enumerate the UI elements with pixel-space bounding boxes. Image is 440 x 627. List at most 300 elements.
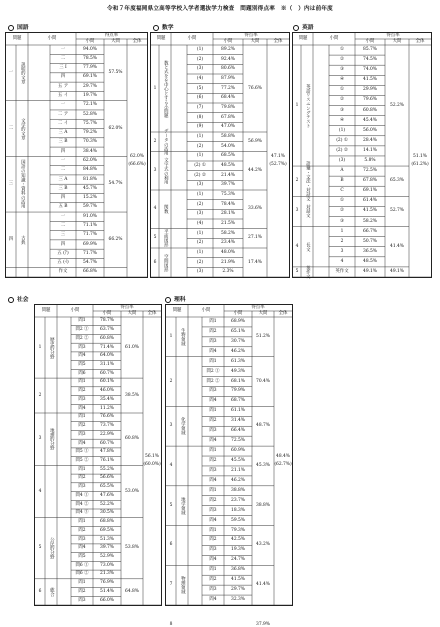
- table-row-label: (5): [196, 85, 204, 91]
- group-topic: 平面図形: [163, 229, 169, 248]
- table-row-label: 問6 ②: [75, 571, 89, 577]
- table-row-label: 問1: [209, 527, 217, 533]
- group-daimon-value: 45.3%: [256, 462, 270, 468]
- table-row-label: (1): [196, 249, 204, 255]
- table-row-label: 問2: [209, 418, 217, 424]
- group-daimon-value: 38.5%: [125, 392, 139, 398]
- table-row-value: 2.3%: [222, 268, 234, 274]
- zentai-value: 47.1%: [271, 153, 285, 159]
- table-row-value: 21.5%: [221, 220, 235, 226]
- table-row-value: 76.1%: [100, 457, 114, 463]
- table-row-value: 64.0%: [100, 353, 114, 359]
- table-row-value: 72.5%: [363, 167, 377, 173]
- table-row-value: 89.2%: [221, 46, 235, 52]
- table-row-value: 28.4%: [363, 137, 377, 143]
- group-topic: 地理的分野: [49, 428, 55, 451]
- table-row-label: 二 ア: [57, 111, 69, 117]
- table-row-label: (1): [196, 152, 204, 158]
- table-row-label: 四: [60, 74, 66, 80]
- table-row-label: 問3: [209, 338, 217, 344]
- table-row-value: 69.9%: [83, 241, 97, 247]
- table-row-value: 41.5%: [363, 77, 377, 83]
- group-daimon-value: 56.9%: [248, 138, 262, 144]
- table-row-value: 87.9%: [221, 75, 235, 81]
- table-row-label: (2) ①: [336, 137, 348, 143]
- table-row-value: 61.1%: [231, 408, 245, 414]
- group-number: 8: [169, 621, 173, 627]
- table-row-value: 69.1%: [363, 188, 377, 194]
- shakai-table: [34, 304, 162, 606]
- group-topic: 関数: [163, 204, 169, 214]
- table-row-label: 一: [60, 157, 66, 163]
- table-row-value: 60.1%: [100, 379, 114, 385]
- table-row-label: 問3: [78, 483, 86, 489]
- table-row-label: 問4: [78, 405, 86, 411]
- table-row-value: 51.3%: [100, 536, 114, 542]
- table-row-value: 41.5%: [231, 576, 245, 582]
- table-row-label: 問1: [209, 447, 217, 453]
- table-row-label: A: [340, 167, 344, 173]
- group-topic: 地学領域: [180, 496, 186, 515]
- table-row-value: 21.1%: [231, 467, 245, 473]
- table-row-label: ②: [340, 97, 344, 103]
- group-topic: 歴史的分野: [49, 336, 55, 359]
- table-row-label: (6): [196, 94, 204, 100]
- table-row-value: 51.4%: [100, 588, 114, 594]
- table-row-value: 47.6%: [100, 492, 114, 498]
- table-row-value: 60.8%: [100, 335, 114, 341]
- table-grid: [166, 305, 292, 605]
- table-row-value: 32.3%: [231, 596, 245, 602]
- table-row-value: 45.5%: [231, 457, 245, 463]
- table-row-label: 4: [340, 258, 344, 264]
- group-number: 1: [295, 102, 299, 108]
- table-row-value: 30.5%: [100, 510, 114, 516]
- table-grid: [151, 33, 289, 277]
- table-row-label: 五 ア: [57, 83, 69, 89]
- header-zentai-col: 全体: [132, 38, 142, 44]
- table-row-value: 42.5%: [231, 537, 245, 543]
- table-row-label: 問5 ①: [75, 449, 89, 455]
- table-row-label: 問3: [209, 507, 217, 513]
- header-shomon-col: 小問: [102, 310, 112, 316]
- table-row-label: 問1: [78, 414, 86, 420]
- group-number: 2: [169, 378, 173, 384]
- table-row-label: 問3: [78, 396, 86, 402]
- table-row-value: 29.7%: [83, 83, 97, 89]
- table-row-label: 三 Ⅰ: [59, 64, 67, 70]
- group-daimon-value: 48.7%: [256, 423, 270, 429]
- table-row-value: 48.5%: [221, 162, 235, 168]
- table-row-label: 問5: [78, 361, 86, 367]
- group-daimon-value: 44.2%: [248, 167, 262, 173]
- table-row-label: 2: [340, 238, 344, 244]
- table-row-value: 49.3%: [231, 368, 245, 374]
- group-number: 5: [295, 268, 299, 274]
- group-daimon-value: 38.8%: [256, 502, 270, 508]
- circle-icon: [293, 25, 299, 31]
- table-row-label: 問4: [209, 437, 217, 443]
- header-shomon: 小問: [70, 307, 80, 313]
- table-row-label: (1): [196, 133, 204, 139]
- group-daimon-value: 27.1%: [248, 235, 262, 241]
- group-topic: 文字式の利用: [163, 157, 169, 184]
- table-row-value: 47.0%: [221, 123, 235, 129]
- table-row-value: 79.9%: [231, 388, 245, 394]
- zentai-prev-value: (60.0%): [143, 461, 161, 467]
- table-row-value: 21.3%: [100, 571, 114, 577]
- table-row-value: 76.9%: [100, 579, 114, 585]
- kokugo-table: [5, 32, 148, 278]
- table-row-value: 79.2%: [83, 129, 97, 135]
- header-mondai: 問題: [41, 307, 51, 313]
- table-row-label: 四: [60, 148, 66, 154]
- table-row-value: 47.8%: [100, 449, 114, 455]
- group-daimon-value: 76.6%: [248, 85, 262, 91]
- table-row-value: 66.8%: [83, 269, 97, 275]
- table-row-label: 問3: [78, 597, 86, 603]
- group-daimon-value: 52.7%: [390, 208, 404, 214]
- group-topic: 空間図形: [163, 253, 169, 272]
- header-tokutenritsu: 得点率: [120, 304, 134, 310]
- table-row-label: 四: [60, 241, 66, 247]
- table-row-label: ③: [340, 67, 344, 72]
- table-row-value: 67.8%: [363, 177, 377, 183]
- table-row-value: 71.4%: [100, 344, 114, 350]
- circle-icon: [165, 297, 171, 303]
- table-grid: [6, 33, 147, 277]
- table-row-label: 問2 ①: [75, 326, 89, 332]
- header-zentai-col: 全体: [278, 310, 288, 316]
- table-row-label: ③: [340, 218, 344, 224]
- table-row-value: 23.4%: [221, 239, 235, 245]
- header-shomon: 小問: [47, 35, 57, 41]
- eigo-table: [292, 32, 432, 278]
- group-daimon-value: 53.0%: [125, 488, 139, 494]
- group-number: 2: [295, 177, 299, 183]
- table-row-value: 68.9%: [231, 318, 245, 324]
- table-row-label: 問2: [78, 422, 86, 428]
- table-row-value: 75.7%: [83, 120, 97, 126]
- table-row-value: 79.6%: [363, 97, 377, 103]
- group-number: 4: [169, 462, 173, 468]
- table-row-value: 46.0%: [100, 387, 114, 393]
- table-row-label: 問3: [78, 431, 86, 437]
- zentai-value: 51.1%: [413, 153, 427, 159]
- table-row-value: 75.3%: [221, 191, 235, 197]
- table-row-label: (3): [196, 210, 204, 216]
- group-topic: 国語の知識・資料の活用: [20, 159, 26, 209]
- group-number: 四: [8, 236, 14, 242]
- table-row-value: 66.4%: [231, 428, 245, 433]
- table-row-label: 二 イ: [57, 120, 69, 126]
- table-row-value: 73.0%: [100, 562, 114, 568]
- group-topic: 公民的分野: [49, 537, 55, 560]
- table-row-value: 71.7%: [83, 232, 97, 238]
- group-number: 5: [38, 545, 42, 551]
- table-row-value: 23.7%: [231, 497, 245, 503]
- table-row-label: 三: [60, 232, 66, 238]
- table-row-label: 二: [60, 167, 66, 173]
- table-row-value: 35.4%: [100, 396, 114, 402]
- table-row-value: 78.4%: [221, 201, 235, 207]
- table-row-label: 問4: [209, 517, 217, 523]
- group-daimon-value: 70.4%: [256, 378, 270, 384]
- table-row-value: 52.2%: [100, 501, 114, 507]
- table-row-label: 問2: [209, 537, 217, 543]
- group-topic: 英作文: [305, 265, 311, 279]
- table-row-label: 問4 ①: [75, 492, 89, 498]
- table-row-label: 問2 ②: [206, 378, 220, 384]
- table-row-value: 31.1%: [100, 361, 114, 367]
- table-row-value: 48.5%: [363, 258, 377, 264]
- header-shomon: 小問: [329, 35, 339, 41]
- table-row-label: 問1: [78, 518, 86, 524]
- table-row-label: (2): [196, 239, 204, 245]
- table-row-value: 73.7%: [100, 422, 114, 428]
- table-row-label: 問3: [209, 547, 217, 553]
- table-row-label: 三 A: [58, 129, 68, 135]
- group-number: 2: [153, 138, 157, 144]
- circle-icon: [8, 297, 14, 303]
- table-row-value: 39.7%: [221, 181, 235, 187]
- group-number: 4: [153, 206, 157, 212]
- group-daimon-value: 37.9%: [256, 621, 270, 627]
- table-row-label: 問2: [78, 527, 86, 533]
- table-row-label: ④: [340, 77, 344, 83]
- circle-icon: [153, 25, 159, 31]
- header-daimon-col: 大問: [111, 38, 120, 44]
- table-row-value: 60.7%: [100, 440, 114, 446]
- table-row-value: 45.4%: [363, 117, 377, 123]
- table-row-label: (3): [338, 157, 346, 163]
- group-daimon-value: 53.8%: [125, 545, 139, 551]
- table-row-value: 92.4%: [221, 56, 235, 62]
- table-row-value: 71.1%: [83, 222, 97, 228]
- table-row-value: 80.6%: [221, 65, 235, 71]
- table-row-label: (2) ②: [194, 172, 206, 178]
- table-row-value: 63.7%: [100, 326, 114, 332]
- table-row-label: (3): [196, 65, 204, 71]
- group-number: 1: [153, 85, 157, 91]
- table-row-label: (2): [196, 201, 204, 207]
- table-row-value: 5.8%: [364, 157, 376, 163]
- table-row-value: 29.9%: [363, 87, 377, 93]
- group-number: 1: [38, 344, 42, 350]
- table-row-value: 21.4%: [221, 172, 235, 178]
- table-row-value: 41.5%: [363, 208, 377, 214]
- table-row-value: 94.0%: [83, 46, 97, 52]
- table-row-label: (2): [196, 143, 204, 149]
- group-daimon-value: 51.2%: [256, 333, 270, 339]
- table-row-value: 84.8%: [83, 167, 97, 173]
- table-row-label: 三 A: [58, 176, 68, 182]
- group-topic: 古典: [20, 235, 26, 245]
- table-row-label: ④: [340, 117, 344, 123]
- table-row-value: 85.7%: [363, 46, 377, 52]
- header-daimon-col: 大問: [250, 38, 260, 44]
- table-row-label: 五 B: [58, 204, 68, 210]
- table-row-value: 77.2%: [221, 85, 235, 91]
- table-row-value: 72.5%: [231, 437, 245, 443]
- table-row-value: 52.8%: [83, 111, 97, 117]
- table-row-label: 問4 ③: [75, 510, 89, 516]
- zentai-value: 62.0%: [130, 153, 144, 159]
- zentai-value: 56.1%: [145, 453, 159, 459]
- rika-table: [165, 304, 293, 627]
- table-row-label: 問1: [209, 318, 217, 324]
- table-row-label: (9): [196, 123, 204, 129]
- table-row-label: ①: [340, 198, 344, 204]
- table-row-label: 問3: [209, 467, 217, 473]
- header-mondai: 問題: [172, 307, 182, 313]
- group-daimon-value: 41.4%: [390, 243, 404, 249]
- table-row-label: 一: [60, 213, 66, 219]
- table-row-value: 18.3%: [231, 507, 245, 513]
- group-daimon-value: 54.7%: [108, 180, 123, 186]
- header-mondai: 問題: [12, 35, 22, 41]
- table-row-value: 46.2%: [231, 348, 245, 354]
- group-number: 6: [169, 542, 173, 548]
- header-tokutenritsu: 得点率: [251, 304, 265, 310]
- header-daimon-col: 大問: [127, 310, 137, 316]
- table-row-label: 問4: [209, 348, 217, 354]
- table-row-label: 問3: [78, 536, 86, 542]
- table-row-value: 81.8%: [83, 176, 97, 182]
- table-row-label: 問1: [78, 579, 86, 585]
- table-row-value: 67.8%: [221, 114, 235, 120]
- table-row-label: 問4: [78, 545, 86, 551]
- table-row-label: 問5: [78, 553, 86, 559]
- table-row-label: 五 (ｱ): [57, 250, 69, 256]
- group-daimon-value: 65.3%: [390, 177, 404, 183]
- table-row-label: 二: [60, 222, 66, 228]
- table-row-label: 問5 ②: [75, 457, 89, 463]
- group-topic: 総合: [49, 587, 55, 597]
- table-row-label: 問3: [209, 388, 217, 394]
- table-row-value: 55.2%: [100, 466, 114, 472]
- table-row-value: 49.1%: [363, 268, 377, 274]
- table-row-value: 78.7%: [100, 318, 114, 324]
- table-row-label: 作文: [58, 269, 68, 275]
- table-row-value: 60.7%: [100, 370, 114, 376]
- table-row-value: 61.3%: [231, 358, 245, 364]
- table-row-value: 79.8%: [221, 104, 235, 110]
- table-row-label: 問2: [209, 576, 217, 582]
- table-row-value: 21.9%: [221, 259, 235, 265]
- table-row-value: 48.0%: [221, 249, 235, 255]
- table-row-label: 三 B: [58, 185, 68, 191]
- group-number: 一: [8, 69, 14, 75]
- table-row-value: 69.5%: [100, 527, 114, 533]
- header-tokutenritsu: 得点率: [104, 32, 119, 38]
- table-row-value: 50.7%: [363, 238, 377, 244]
- group-topic: 化学領域: [180, 417, 186, 436]
- header-shomon-col: 小問: [223, 38, 233, 44]
- group-daimon-value: 66.2%: [108, 236, 123, 242]
- table-row-value: 68.5%: [221, 152, 235, 158]
- table-row-value: 22.9%: [100, 431, 114, 437]
- table-row-label: 問1: [78, 466, 86, 472]
- section-heading-sugaku: 数学: [153, 22, 174, 31]
- header-zentai-col: 全体: [273, 38, 283, 44]
- group-number: 6: [153, 259, 157, 265]
- group-number: 3: [38, 435, 42, 441]
- group-number: 5: [153, 235, 157, 241]
- header-shomon-col: 小問: [365, 38, 375, 44]
- table-row-value: 65.1%: [231, 328, 245, 334]
- sugaku-table: [150, 32, 290, 278]
- group-topic: 英語リスニングテスト: [305, 83, 311, 128]
- group-number: 4: [38, 488, 42, 494]
- table-row-value: 59.7%: [83, 204, 97, 210]
- group-topic: 対話文: [305, 204, 311, 219]
- group-daimon-value: 52.2%: [390, 102, 404, 108]
- header-tokutenritsu: 得点率: [386, 32, 400, 38]
- table-row-value: 60.9%: [231, 447, 245, 453]
- table-row-value: 58.2%: [363, 218, 377, 224]
- zentai-prev-value: (66.6%): [128, 161, 146, 167]
- group-number: 2: [38, 392, 42, 398]
- section-heading-shakai: 社会: [8, 294, 29, 303]
- header-zentai-col: 全体: [415, 38, 425, 44]
- group-topic: データの活用: [163, 128, 169, 155]
- table-row-label: 問2: [209, 457, 217, 463]
- header-mondai: 問題: [156, 35, 166, 41]
- table-row-label: (8): [196, 114, 204, 120]
- table-row-value: 39.7%: [100, 545, 114, 551]
- group-topic: 説明的文章: [20, 61, 26, 84]
- table-row-label: 問2 ①: [206, 368, 220, 374]
- table-row-value: 58.2%: [221, 230, 235, 236]
- group-number: 3: [295, 208, 299, 214]
- table-row-label: 問4: [209, 477, 217, 483]
- header-daimon-col: 大問: [258, 310, 268, 316]
- table-row-label: 問1: [78, 379, 86, 385]
- table-row-label: 問2: [209, 328, 217, 334]
- table-row-value: 38.4%: [83, 148, 97, 154]
- table-row-value: 56.6%: [100, 475, 114, 481]
- table-row-label: (1): [196, 230, 204, 236]
- group-topic: 語彙・文法・対話文: [305, 161, 311, 201]
- table-row-label: 問1: [209, 487, 217, 493]
- table-row-label: B: [340, 177, 344, 183]
- table-row-label: 問3: [209, 586, 217, 592]
- table-row-value: 54.7%: [83, 259, 97, 265]
- table-row-value: 68.7%: [231, 398, 245, 404]
- table-row-value: 28.1%: [221, 210, 235, 216]
- table-row-label: 問4: [209, 596, 217, 602]
- table-row-value: 66.0%: [100, 597, 114, 603]
- table-row-label: ①: [340, 46, 344, 52]
- group-number: 3: [169, 423, 173, 429]
- table-row-label: 問4: [78, 353, 86, 359]
- group-number: 三: [8, 180, 14, 186]
- table-row-label: 3: [340, 248, 344, 254]
- table-row-value: 56.0%: [363, 127, 377, 133]
- group-number: 5: [169, 502, 173, 508]
- table-row-value: 24.7%: [231, 557, 245, 563]
- table-row-value: 36.8%: [231, 567, 245, 573]
- table-row-label: 問6 ①: [75, 562, 89, 568]
- zentai-prev-value: (61.2%): [411, 161, 429, 167]
- table-row-value: 74.0%: [363, 67, 377, 72]
- table-row-label: (2) ②: [336, 147, 348, 153]
- group-number: 7: [169, 581, 173, 587]
- table-row-label: (3): [196, 181, 204, 187]
- group-number: 4: [295, 243, 299, 249]
- group-daimon-value: 62.0%: [108, 125, 123, 131]
